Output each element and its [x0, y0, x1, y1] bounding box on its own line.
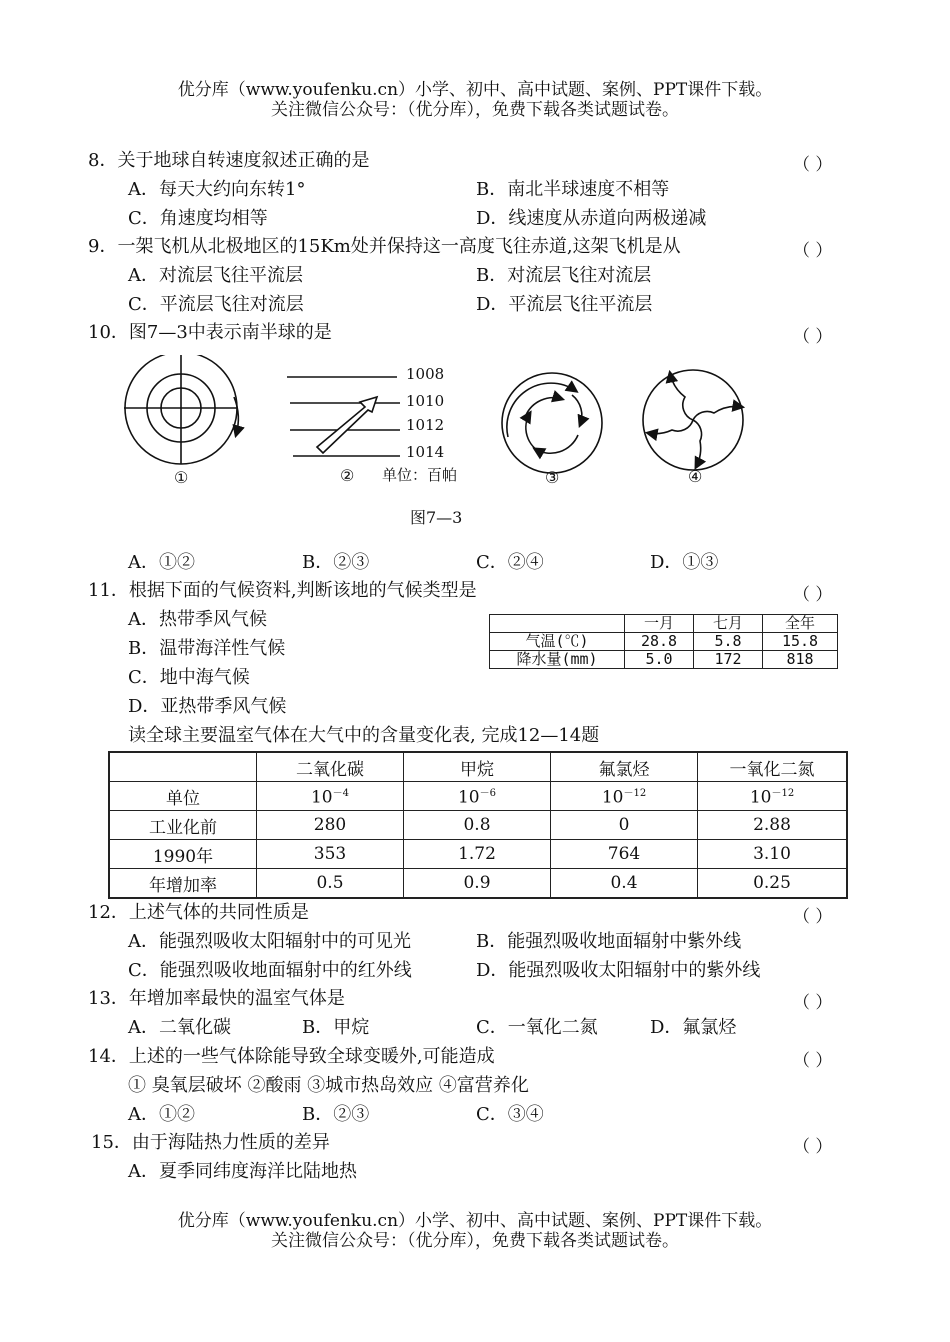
gas-cell: 工业化前 — [109, 811, 257, 840]
q15-option-a: A．夏季同纬度海洋比陆地热 — [128, 1161, 357, 1182]
gas-cell: 0.9 — [404, 869, 551, 899]
gas-unit-label: 单位 — [109, 782, 257, 811]
climate-header-cell: 七月 — [694, 615, 763, 633]
climate-cell: 28.8 — [625, 633, 694, 651]
q10-option-c: C．②④ — [476, 552, 544, 573]
gas-cell: 3.10 — [698, 840, 848, 869]
q8-option-c: C．角速度均相等 — [128, 208, 268, 229]
isobar-label-1012: 1012 — [406, 416, 445, 434]
q10-stem: 10．图7—3中表示南半球的是 — [88, 322, 332, 343]
gas-cell: 280 — [257, 811, 404, 840]
climate-cell: 5.8 — [694, 633, 763, 651]
header-line-1: 优分库（www.youfenku.cn）小学、初中、高中试题、案例、PPT课件下载。 — [177, 80, 773, 100]
q8-stem: 8．关于地球自转速度叙述正确的是 — [88, 150, 370, 171]
gas-cell: 2.88 — [698, 811, 848, 840]
climate-table-row — [490, 633, 838, 651]
figure-caption: 图7—3 — [410, 508, 463, 527]
diagram-2-isobars — [287, 377, 400, 456]
climate-table — [489, 614, 838, 669]
q13-stem: 13．年增加率最快的温室气体是 — [88, 988, 345, 1009]
gas-table-row — [109, 840, 847, 869]
gas-cell: 764 — [551, 840, 698, 869]
climate-header-cell — [490, 615, 625, 633]
gas-table-row — [109, 811, 847, 840]
gas-cell: 年增加率 — [109, 869, 257, 899]
q8-answer-paren: （ ） — [793, 155, 833, 175]
climate-cell: 172 — [694, 651, 763, 669]
gas-cell: 0.8 — [404, 811, 551, 840]
q15-stem: 15．由于海陆热力性质的差异 — [91, 1132, 330, 1153]
q9-answer-paren: （ ） — [793, 241, 833, 261]
gas-cell: 1990年 — [109, 840, 257, 869]
gas-table-intro: 读全球主要温室气体在大气中的含量变化表, 完成12—14题 — [128, 725, 600, 746]
isobar-label-1008: 1008 — [406, 365, 445, 383]
q13-option-a: A．二氧化碳 — [128, 1017, 231, 1038]
q9-option-b: B．对流层飞往对流层 — [476, 265, 652, 286]
gas-unit-row — [109, 782, 847, 811]
q11-option-a: A．热带季风气候 — [128, 609, 267, 630]
diagram-3-vortex — [502, 373, 602, 473]
q12-stem: 12．上述气体的共同性质是 — [88, 902, 309, 923]
q10-option-b: B．②③ — [302, 552, 370, 573]
gas-header-cell: 一氧化二氮 — [698, 752, 848, 782]
q14-option-b: B．②③ — [302, 1104, 370, 1125]
climate-header-cell: 全年 — [763, 615, 838, 633]
diagram-4-vortex — [643, 370, 743, 470]
greenhouse-gas-table — [108, 751, 848, 899]
figure-label-3: ③ — [545, 468, 560, 487]
climate-cell: 5.0 — [625, 651, 694, 669]
q12-answer-paren: （ ） — [793, 907, 833, 927]
q9-option-c: C．平流层飞往对流层 — [128, 294, 304, 315]
unit-base: 10 — [457, 787, 480, 808]
footer-line-2: 关注微信公众号：（优分库），免费下载各类试题试卷。 — [271, 1231, 679, 1251]
q9-option-d: D．平流层飞往平流层 — [476, 294, 653, 315]
climate-table-row — [490, 651, 838, 669]
q11-answer-paren: （ ） — [793, 585, 833, 605]
figure-label-2: ② — [340, 466, 355, 485]
gas-unit-cell — [404, 782, 551, 811]
gas-unit-cell — [551, 782, 698, 811]
unit-exponent: －12 — [623, 788, 647, 800]
q13-answer-paren: （ ） — [793, 993, 833, 1013]
q14-answer-paren: （ ） — [793, 1051, 833, 1071]
climate-cell: 气温(℃) — [490, 633, 625, 651]
climate-cell: 818 — [763, 651, 838, 669]
gas-cell: 1.72 — [404, 840, 551, 869]
climate-cell: 降水量(mm) — [490, 651, 625, 669]
gas-header-cell: 氟氯烃 — [551, 752, 698, 782]
unit-exponent: －4 — [332, 788, 349, 800]
figure-label-1: ① — [174, 468, 189, 487]
q14-option-c: C．③④ — [476, 1104, 544, 1125]
unit-base: 10 — [310, 787, 333, 808]
q11-option-b: B．温带海洋性气候 — [128, 638, 286, 659]
q9-option-a: A．对流层飞往平流层 — [128, 265, 303, 286]
gas-header-cell: 二氧化碳 — [257, 752, 404, 782]
unit-exponent: －6 — [479, 788, 496, 800]
gas-unit-cell — [257, 782, 404, 811]
unit-base: 10 — [749, 787, 772, 808]
gas-cell: 0 — [551, 811, 698, 840]
gas-header-cell: 甲烷 — [404, 752, 551, 782]
gas-table-row — [109, 869, 847, 899]
gas-table-header-row — [109, 752, 847, 782]
q8-option-a: A．每天大约向东转1° — [128, 179, 306, 200]
q11-option-c: C．地中海气候 — [128, 667, 250, 688]
q15-answer-paren: （ ） — [793, 1137, 833, 1157]
q10-answer-paren: （ ） — [793, 327, 833, 347]
q14-stem: 14．上述的一些气体除能导致全球变暖外,可能造成 — [88, 1046, 495, 1067]
climate-table-header-row — [490, 615, 838, 633]
q12-option-a: A．能强烈吸收太阳辐射中的可见光 — [128, 931, 411, 952]
gas-cell: 0.25 — [698, 869, 848, 899]
q10-option-a: A．①② — [128, 552, 195, 573]
unit-base: 10 — [601, 787, 624, 808]
q8-option-d: D．线速度从赤道向两极递减 — [476, 208, 707, 229]
footer-line-1: 优分库（www.youfenku.cn）小学、初中、高中试题、案例、PPT课件下载。 — [177, 1211, 773, 1231]
q11-stem: 11．根据下面的气候资料,判断该地的气候类型是 — [88, 580, 477, 601]
isobar-label-1010: 1010 — [406, 392, 445, 410]
diagram-1-polar-view — [124, 355, 238, 464]
q13-option-c: C．一氧化二氮 — [476, 1017, 598, 1038]
q12-option-d: D．能强烈吸收太阳辐射中的紫外线 — [476, 960, 761, 981]
figure-label-4: ④ — [688, 467, 703, 486]
gas-cell: 0.5 — [257, 869, 404, 899]
q12-option-b: B．能强烈吸收地面辐射中紫外线 — [476, 931, 742, 952]
isobar-unit: 单位：百帕 — [382, 466, 458, 484]
q13-option-b: B．甲烷 — [302, 1017, 370, 1038]
q13-option-d: D．氟氯烃 — [650, 1017, 737, 1038]
q14-items: ① 臭氧层破坏 ②酸雨 ③城市热岛效应 ④富营养化 — [128, 1075, 529, 1096]
isobar-label-1014: 1014 — [406, 443, 445, 461]
q12-option-c: C．能强烈吸收地面辐射中的红外线 — [128, 960, 412, 981]
q8-option-b: B．南北半球速度不相等 — [476, 179, 670, 200]
q14-option-a: A．①② — [128, 1104, 195, 1125]
q9-stem: 9．一架飞机从北极地区的15Km处并保持这一高度飞往赤道,这架飞机是从 — [88, 236, 681, 257]
gas-cell: 0.4 — [551, 869, 698, 899]
header-line-2: 关注微信公众号：（优分库），免费下载各类试题试卷。 — [271, 100, 679, 120]
climate-header-cell: 一月 — [625, 615, 694, 633]
gas-unit-cell — [698, 782, 848, 811]
q10-option-d: D．①③ — [650, 552, 719, 573]
gas-cell: 353 — [257, 840, 404, 869]
q11-option-d: D．亚热带季风气候 — [128, 696, 287, 717]
climate-cell: 15.8 — [763, 633, 838, 651]
unit-exponent: －12 — [771, 788, 795, 800]
gas-header-cell — [109, 752, 257, 782]
